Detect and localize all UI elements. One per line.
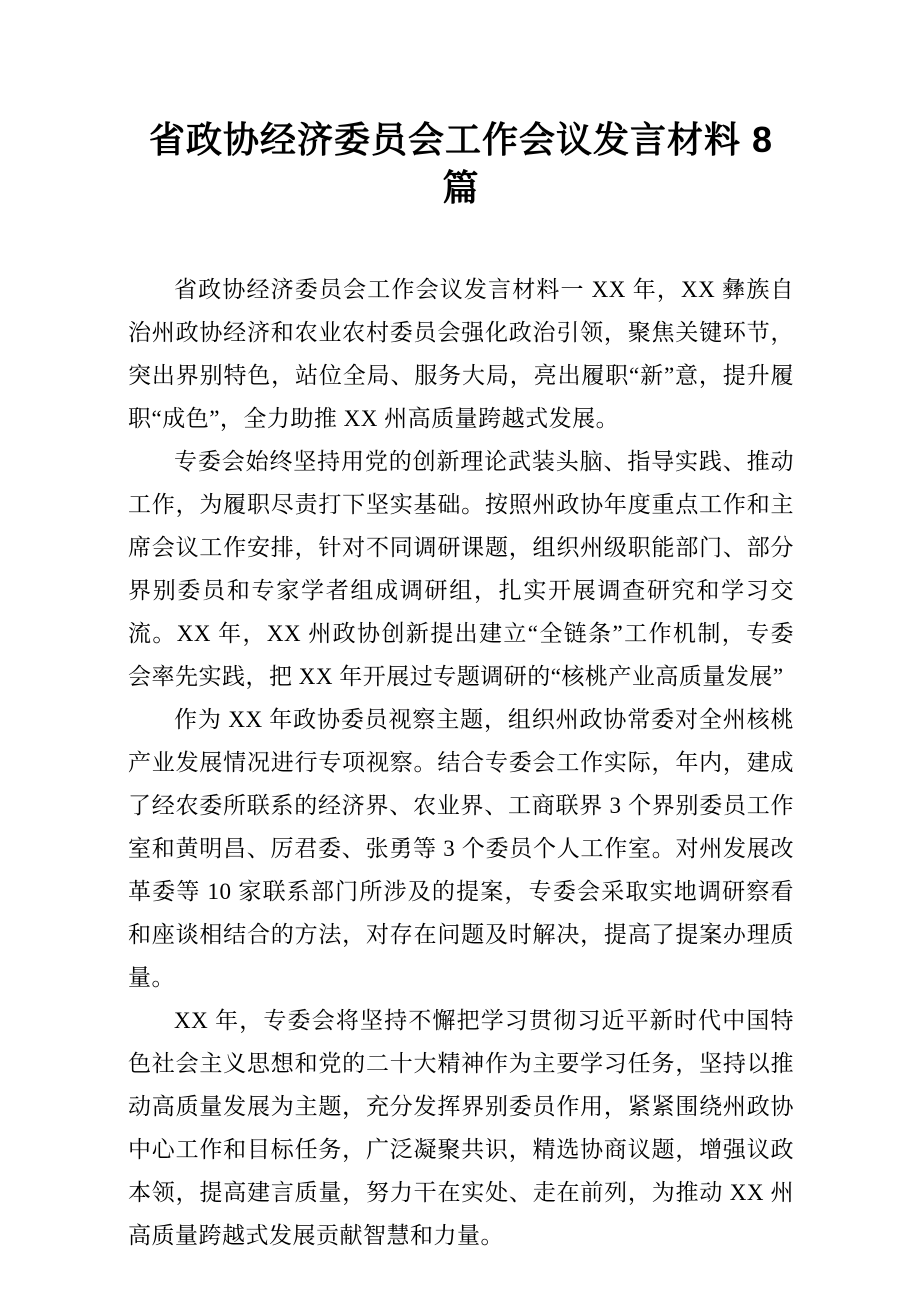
paragraph-4: XX 年，专委会将坚持不懈把学习贯彻习近平新时代中国特色社会主义思想和党的二十大精神作为主要学习任务，坚持以推动高质量发展为主题，充分发挥界别委员作用，紧紧围绕州政协中心工作和目标任务，广泛凝聚共识，精选协商议题，增强议政本领，提高建言质量，努力干在实处、走在前列，为推动 XX 州高质量跨越式发展贡献智慧和力量。: [128, 1008, 794, 1248]
document-title: 省政协经济委员会工作会议发言材料 8 篇: [148, 119, 774, 208]
paragraph-3: 作为 XX 年政协委员视察主题，组织州政协常委对全州核桃产业发展情况进行专项视察。结合专委会工作实际，年内，建成了经农委所联系的经济界、农业界、工商联界 3 个界别委员工作室和黄明昌、厉君委、张勇等 3 个委员个人工作室。对州发展改革委等 10 家联系部门所涉及的提案，专委会采取实地调研察看和座谈相结合的方法，对存在问题及时解决，提高了提案办理质量。: [128, 707, 794, 990]
paragraph-1: 省政协经济委员会工作会议发言材料一 XX 年，XX 彝族自治州政协经济和农业农村委员会强化政治引领，聚焦关键环节，突出界别特色，站位全局、服务大局，亮出履职“新”意，提升履职“成色”，全力助推 XX 州高质量跨越式发展。: [128, 277, 794, 431]
paragraph-2: 专委会始终坚持用党的创新理论武装头脑、指导实践、推动工作，为履职尽责打下坚实基础。按照州政协年度重点工作和主席会议工作安排，针对不同调研课题，组织州级职能部门、部分界别委员和专家学者组成调研组，扎实开展调查研究和学习交流。XX 年，XX 州政协创新提出建立“全链条”工作机制，专委会率先实践，把 XX 年开展过专题调研的“核桃产业高质量发展”: [128, 449, 794, 689]
